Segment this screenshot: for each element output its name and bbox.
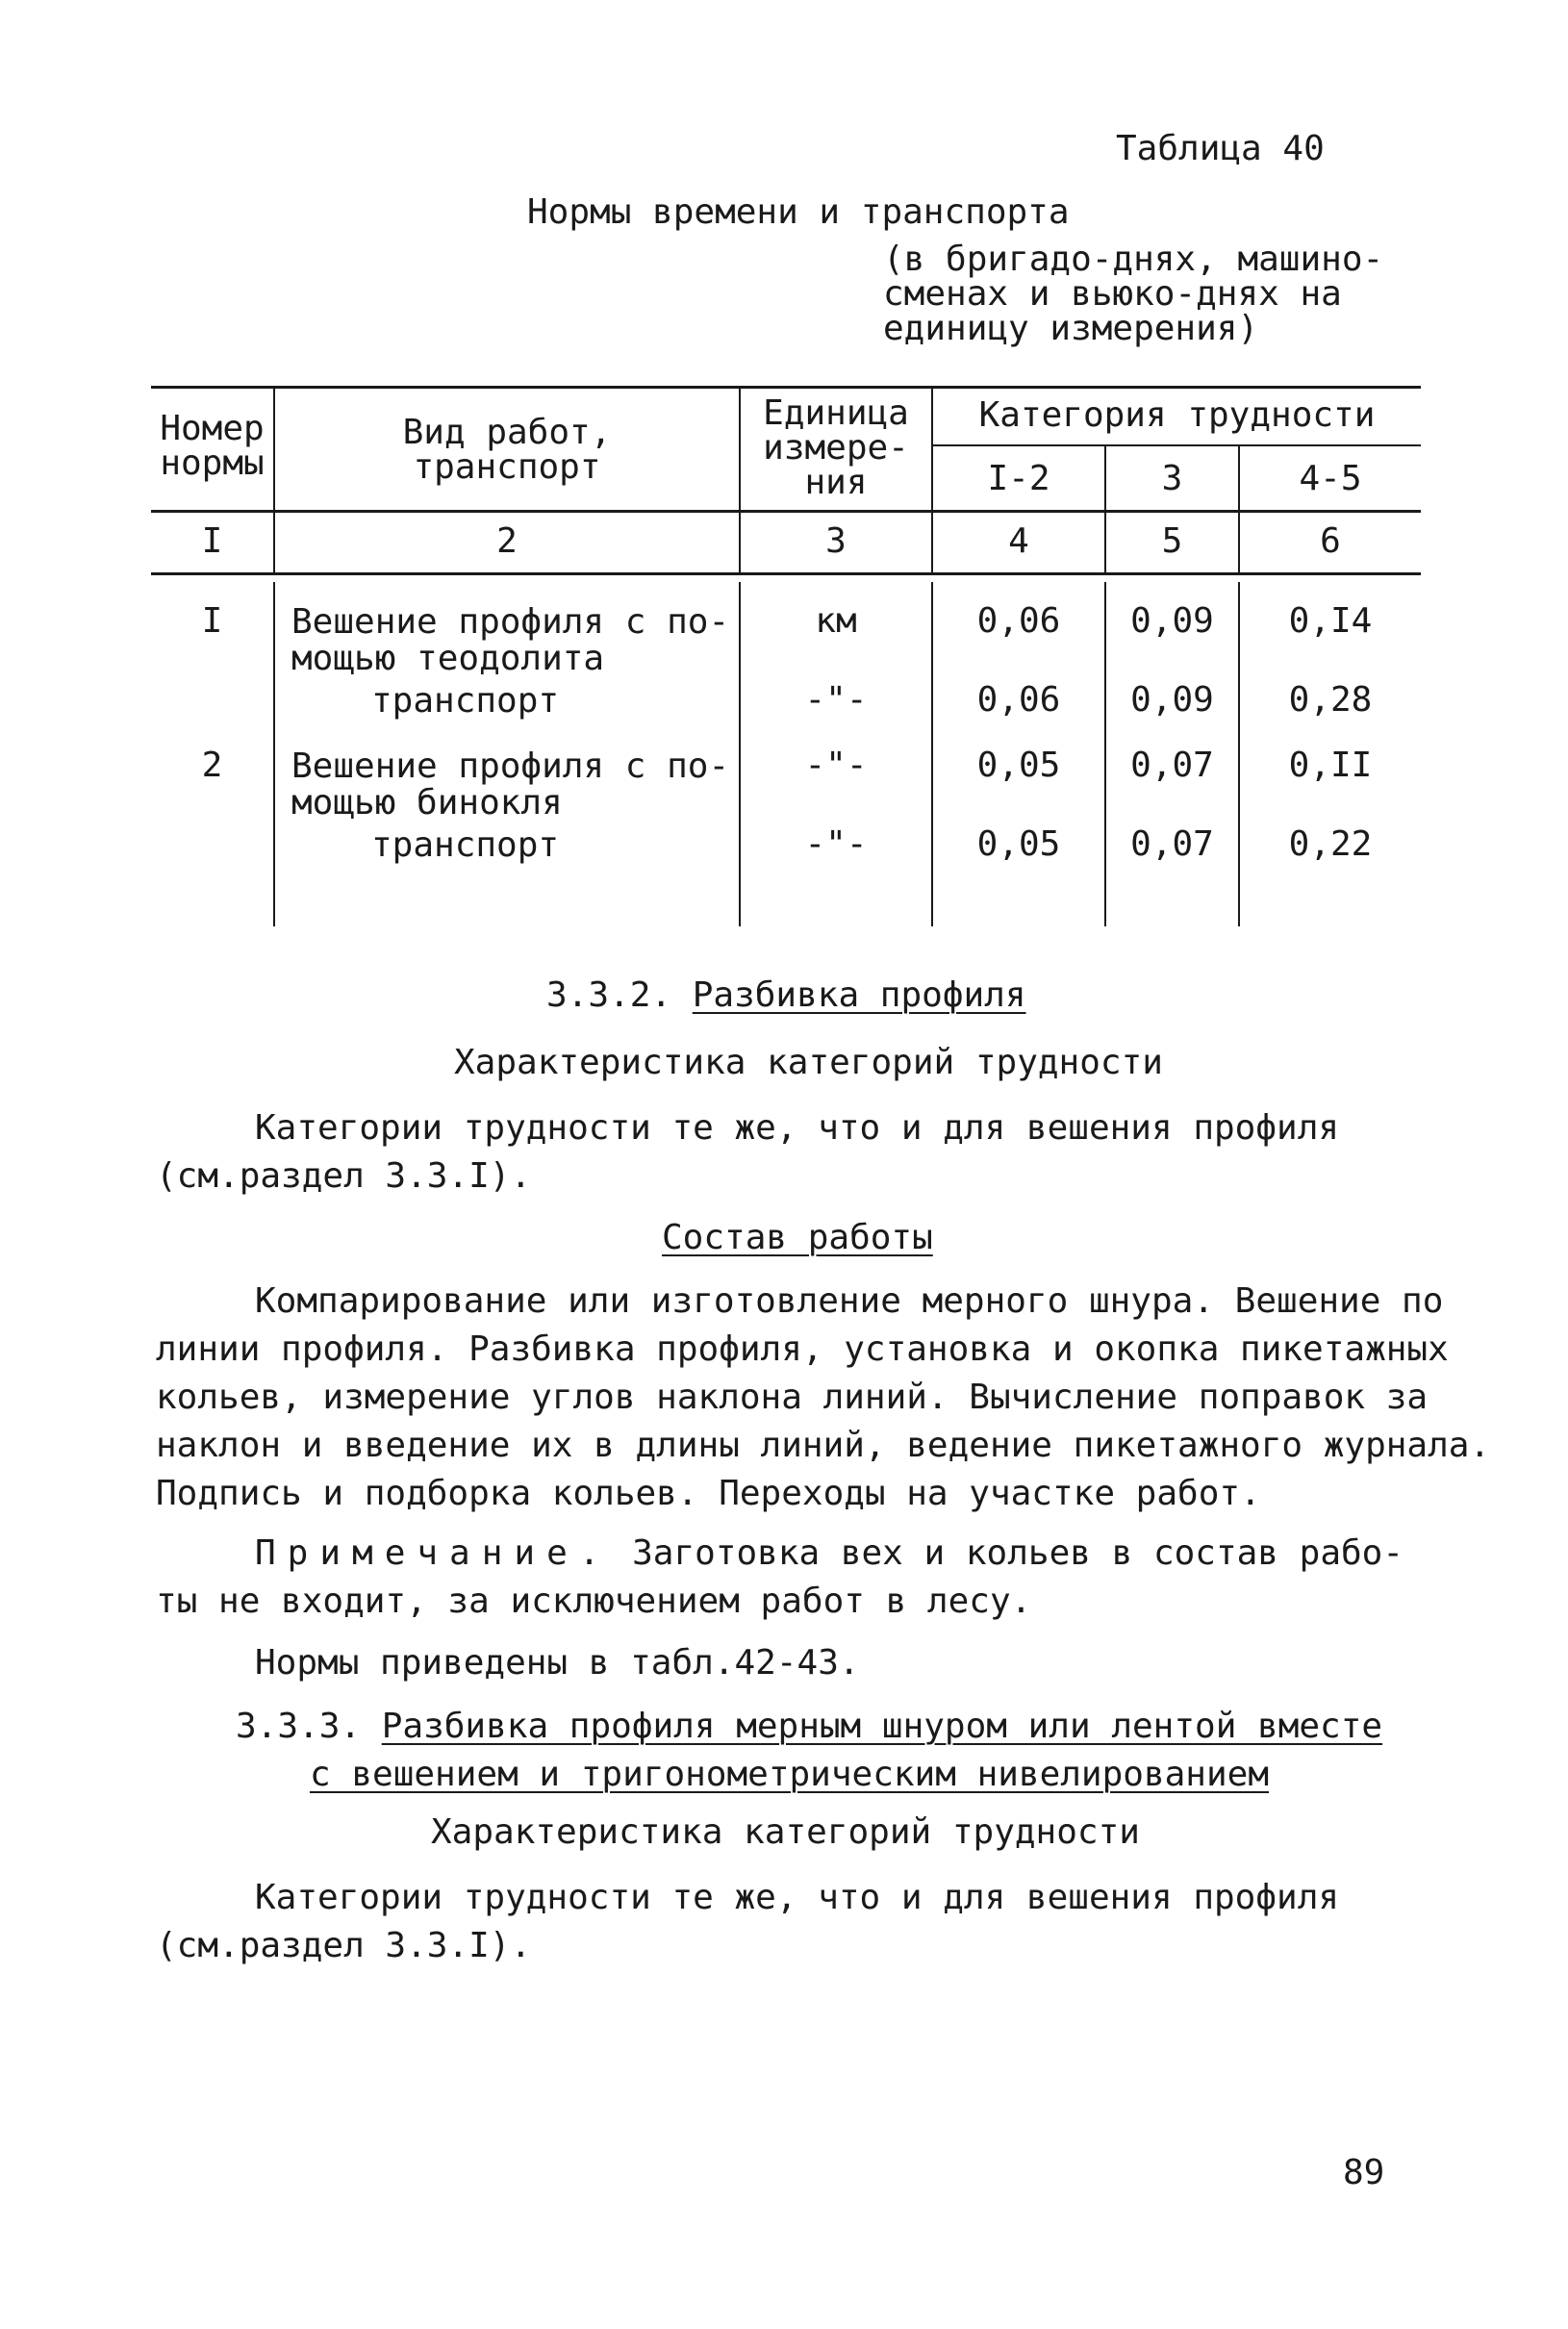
units-note-line: сменах и вьюко-днях на — [883, 274, 1342, 314]
value-cat-4-5: 0,II — [1288, 746, 1373, 785]
col-number: I — [201, 521, 223, 561]
header-line: транспорт — [413, 447, 601, 487]
norm-number: 2 — [201, 746, 223, 785]
unit: -"- — [804, 680, 868, 720]
work-line: Вешение профиля с по- — [291, 747, 730, 786]
value-cat-3: 0,07 — [1130, 824, 1214, 864]
work-line: Вешение профиля с по- — [291, 602, 730, 642]
table-top-rule — [151, 386, 1421, 389]
section-number: 3.3.3. — [236, 1707, 362, 1746]
value-cat-1-2: 0,06 — [976, 601, 1061, 641]
header-line: измере- — [763, 428, 909, 468]
units-note — [883, 242, 1383, 346]
page-number: 89 — [1343, 2153, 1385, 2192]
paragraph-line: (см.раздел 3.3.I). — [156, 1926, 532, 1965]
col-number: 2 — [496, 521, 518, 561]
section-title: Разбивка профиля — [692, 975, 1026, 1015]
work-type — [291, 604, 729, 677]
work-type — [291, 748, 729, 822]
paragraph-line: кольев, измерение углов наклона линий. Вычисление поправок за — [156, 1378, 1429, 1417]
header-line: Номер — [160, 409, 265, 448]
section-title: Разбивка профиля мерным шнуром или лентой вместе — [381, 1707, 1383, 1746]
col-number: 6 — [1320, 521, 1341, 561]
work-line: мощью теодолита — [291, 639, 605, 678]
paragraph-line: (см.раздел 3.3.I). — [156, 1156, 532, 1196]
header-norm-number — [151, 409, 273, 483]
value-cat-3: 0,09 — [1130, 601, 1214, 641]
header-cat-col: I-2 — [987, 459, 1050, 498]
table-title: Нормы времени и транспорта — [527, 192, 1070, 232]
col-numbers-rule — [151, 572, 1421, 575]
char-heading: Характеристика категорий трудности — [431, 1812, 1140, 1852]
col-number: 5 — [1161, 521, 1183, 561]
paragraph-line: линии профиля. Разбивка профиля, установка и окопка пикетажных — [156, 1329, 1449, 1369]
char-heading: Характеристика категорий трудности — [454, 1043, 1163, 1082]
section-number: 3.3.2. — [546, 975, 672, 1015]
value-cat-4-5: 0,I4 — [1288, 601, 1373, 641]
composition-heading: Состав работы — [662, 1218, 933, 1257]
value-cat-1-2: 0,05 — [976, 824, 1061, 864]
unit: км — [815, 601, 857, 641]
note-text: ты не входит, за исключением работ в лесу. — [156, 1582, 1032, 1621]
value-cat-1-2: 0,05 — [976, 746, 1061, 785]
paragraph-line: Компарирование или изготовление мерного шнура. Вешение по — [255, 1281, 1444, 1321]
note-label: Примечание. — [255, 1533, 612, 1573]
value-cat-4-5: 0,22 — [1288, 824, 1373, 864]
paragraph-line: наклон и введение их в длины линий, ведение пикетажного журнала. — [156, 1426, 1491, 1465]
header-unit — [741, 393, 931, 502]
note-text: Заготовка вех и кольев в состав рабо- — [611, 1533, 1404, 1573]
header-line: ния — [804, 463, 868, 502]
value-cat-3: 0,07 — [1130, 746, 1214, 785]
section-333-heading — [236, 1705, 1382, 1749]
value-cat-3: 0,09 — [1130, 680, 1214, 720]
norms-reference: Нормы приведены в табл.42-43. — [255, 1643, 860, 1683]
section-332-heading — [546, 974, 1026, 1018]
unit: -"- — [804, 824, 868, 864]
header-line: нормы — [160, 443, 265, 483]
work-line: мощью бинокля — [291, 783, 563, 823]
value-cat-1-2: 0,06 — [976, 680, 1061, 720]
norm-number: I — [201, 601, 223, 641]
header-cat-col: 3 — [1161, 459, 1183, 498]
table-label: Таблица 40 — [1116, 129, 1325, 168]
note — [255, 1532, 1404, 1576]
header-category: Категория трудности — [978, 395, 1376, 435]
header-cat-col: 4-5 — [1299, 459, 1362, 498]
paragraph-line: Подпись и подборка кольев. Переходы на участке работ. — [156, 1474, 1261, 1513]
section-title: с вешением и тригонометрическим нивелированием — [310, 1755, 1269, 1794]
col-number: 4 — [1008, 521, 1029, 561]
units-note-line: единицу измерения) — [883, 309, 1259, 348]
work-type: транспорт — [371, 681, 560, 721]
header-line: Единица — [763, 393, 909, 433]
header-line: Вид работ, — [402, 413, 612, 452]
col-divider — [273, 582, 275, 926]
units-note-line: (в бригадо-днях, машино- — [883, 240, 1384, 279]
unit: -"- — [804, 746, 868, 785]
paragraph-line: Категории трудности те же, что и для вешения профиля — [255, 1878, 1340, 1917]
paragraph-line: Категории трудности те же, что и для вешения профиля — [255, 1108, 1340, 1148]
work-type: транспорт — [371, 825, 560, 865]
category-header-rule — [931, 444, 1421, 446]
header-work-type — [275, 413, 739, 487]
col-number: 3 — [825, 521, 847, 561]
header-bottom-rule — [151, 510, 1421, 513]
value-cat-4-5: 0,28 — [1288, 680, 1373, 720]
